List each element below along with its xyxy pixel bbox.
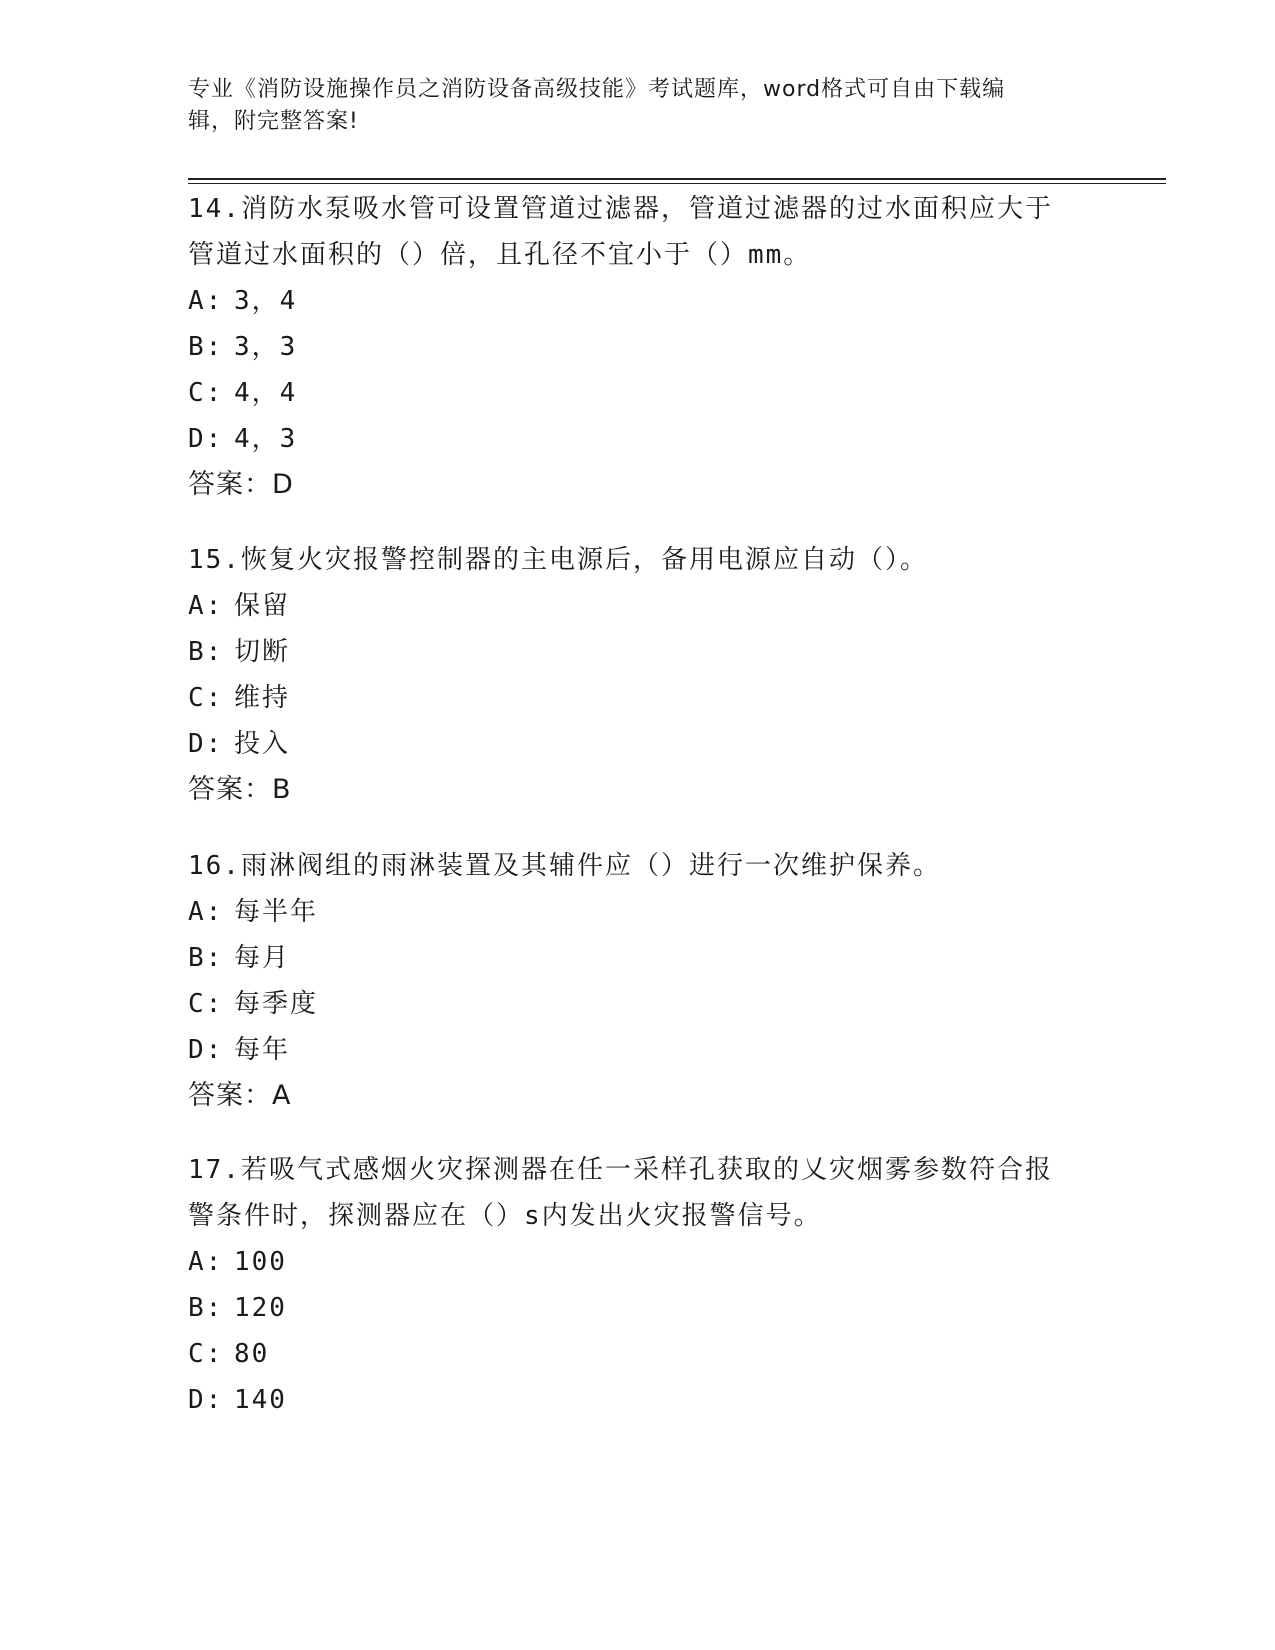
question-14 — [188, 186, 1088, 508]
option-key: B: — [188, 1293, 224, 1323]
option-text: 100 — [234, 1247, 287, 1277]
option-key: D: — [188, 1385, 224, 1415]
option-key: A: — [188, 1247, 224, 1277]
option-c — [188, 1331, 1088, 1377]
question-15 — [188, 537, 1088, 813]
option-key: A: — [188, 591, 224, 621]
option-c — [188, 370, 1088, 416]
option-text: 每半年 — [234, 897, 319, 927]
question-stem-line-1: 15.恢复火灾报警控制器的主电源后，备用电源应自动（）。 — [188, 545, 928, 575]
document-header — [188, 74, 1068, 138]
question-stem-line-2: 管道过水面积的（）倍，且孔径不宜小于（）mm。 — [188, 240, 812, 270]
option-key: B: — [188, 637, 224, 667]
question-stem-line-1: 17.若吸气式感烟火灾探测器在任一采样孔获取的乂灾烟雾参数符合报 — [188, 1155, 1053, 1185]
header-divider-thin — [188, 183, 1166, 184]
option-key: B: — [188, 943, 224, 973]
option-a — [188, 889, 1088, 935]
option-text: 维持 — [234, 683, 291, 713]
question-stem-line-1: 16.雨淋阀组的雨淋装置及其辅件应（）进行一次维护保养。 — [188, 851, 941, 881]
option-text: 保留 — [234, 591, 291, 621]
option-c — [188, 981, 1088, 1027]
option-a — [188, 278, 1088, 324]
answer-line: 答案：B — [188, 774, 292, 805]
option-text: 3，3 — [234, 332, 298, 362]
option-key: D: — [188, 729, 224, 759]
option-text: 每季度 — [234, 989, 319, 1019]
option-text: 120 — [234, 1293, 287, 1323]
option-text: 80 — [234, 1339, 270, 1369]
option-d — [188, 416, 1088, 462]
option-text: 140 — [234, 1385, 287, 1415]
question-17 — [188, 1147, 1088, 1423]
header-line-2: 辑，附完整答案! — [188, 109, 359, 134]
option-text: 4，3 — [234, 424, 298, 454]
question-stem-line-2: 警条件时，探测器应在（）s内发出火灾报警信号。 — [188, 1201, 822, 1231]
option-key: C: — [188, 1339, 224, 1369]
option-key: C: — [188, 989, 224, 1019]
answer-line: 答案：D — [188, 469, 294, 500]
option-d — [188, 1027, 1088, 1073]
header-divider-thick — [188, 178, 1166, 180]
option-text: 每年 — [234, 1035, 291, 1065]
option-a — [188, 583, 1088, 629]
option-d — [188, 721, 1088, 767]
option-text: 3，4 — [234, 286, 298, 316]
option-text: 投入 — [234, 729, 291, 759]
option-b — [188, 1285, 1088, 1331]
option-key: C: — [188, 378, 224, 408]
question-stem-line-1: 14.消防水泵吸水管可设置管道过滤器，管道过滤器的过水面积应大于 — [188, 194, 1053, 224]
option-d — [188, 1377, 1088, 1423]
option-c — [188, 675, 1088, 721]
question-16 — [188, 843, 1088, 1119]
option-key: C: — [188, 683, 224, 713]
answer-line: 答案：A — [188, 1080, 292, 1111]
option-b — [188, 629, 1088, 675]
option-text: 切断 — [234, 637, 291, 667]
option-text: 每月 — [234, 943, 291, 973]
option-key: D: — [188, 1035, 224, 1065]
option-text: 4，4 — [234, 378, 298, 408]
option-b — [188, 935, 1088, 981]
option-key: B: — [188, 332, 224, 362]
option-a — [188, 1239, 1088, 1285]
option-key: D: — [188, 424, 224, 454]
option-b — [188, 324, 1088, 370]
option-key: A: — [188, 286, 224, 316]
header-line-1: 专业《消防设施操作员之消防设备高级技能》考试题库，word格式可自由下载编 — [188, 77, 1006, 102]
option-key: A: — [188, 897, 224, 927]
